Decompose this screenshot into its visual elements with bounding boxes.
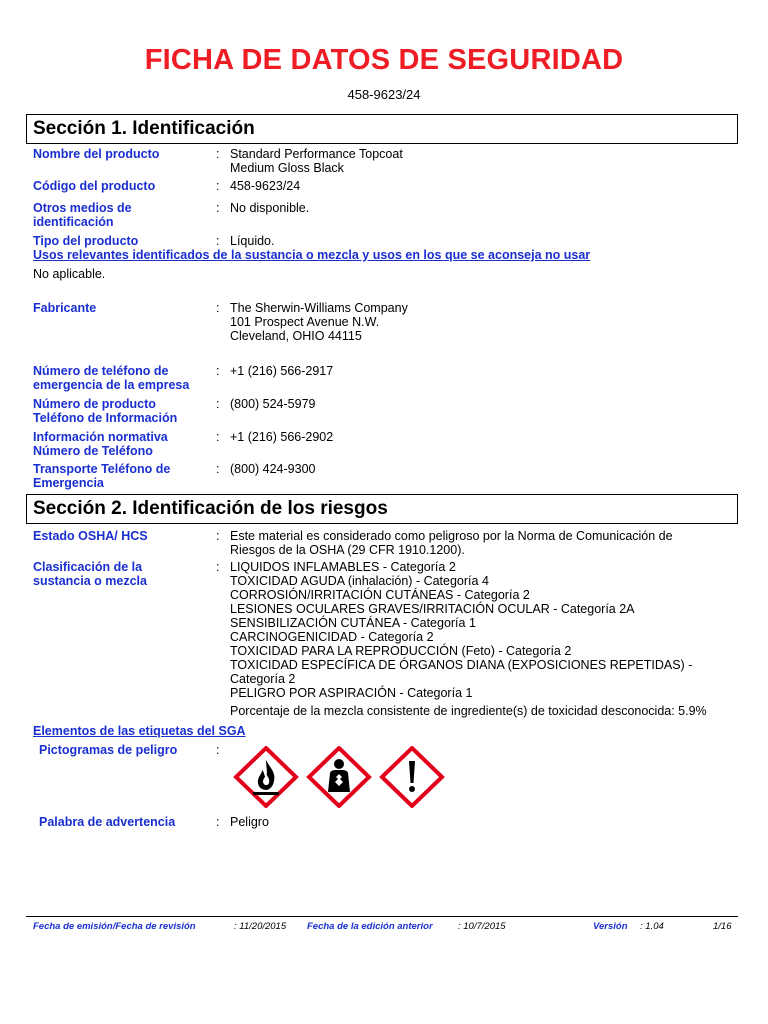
- colon: :: [216, 147, 220, 161]
- manufacturer-value: The Sherwin-Williams Company 101 Prospect Avenue N.W. Cleveland, OHIO 44115: [230, 301, 408, 343]
- health-hazard-pictogram-icon: [306, 746, 372, 808]
- other-id-label: Otros medios de identificación: [33, 201, 132, 229]
- section-2-heading: Sección 2. Identificación de los riesgos: [26, 494, 738, 524]
- signal-word-value: Peligro: [230, 815, 269, 829]
- document-title: FICHA DE DATOS DE SEGURIDAD: [144, 44, 624, 76]
- product-type-label: Tipo del producto: [33, 234, 139, 248]
- colon: :: [216, 234, 220, 248]
- osha-status-value: Este material es considerado como peligroso por la Norma de Comunicación de Riesgos de la OSHA (29 CFR 1910.1200).: [230, 529, 673, 557]
- section-1-heading: Sección 1. Identificación: [26, 114, 738, 144]
- product-code-value: 458-9623/24: [230, 179, 301, 193]
- product-info-phone-value: (800) 524-5979: [230, 397, 316, 411]
- issue-date-label: Fecha de emisión/Fecha de revisión: [33, 921, 196, 932]
- pictograms-label: Pictogramas de peligro: [39, 743, 178, 757]
- version-value: : 1.04: [640, 921, 664, 932]
- page-number: 1/16: [713, 921, 732, 932]
- colon: :: [216, 462, 220, 476]
- product-info-phone-label: Número de producto Teléfono de Información: [33, 397, 178, 425]
- colon: :: [216, 430, 220, 444]
- transport-phone-label: Transporte Teléfono de Emergencia: [33, 462, 171, 490]
- manufacturer-label: Fabricante: [33, 301, 97, 315]
- colon: :: [216, 529, 220, 543]
- product-type-value: Líquido.: [230, 234, 275, 248]
- regulatory-phone-value: +1 (216) 566-2902: [230, 430, 334, 444]
- emergency-phone-value: +1 (216) 566-2917: [230, 364, 334, 378]
- previous-edition-value: : 10/7/2015: [458, 921, 506, 932]
- classification-label: Clasificación de la sustancia o mezcla: [33, 560, 147, 588]
- version-label: Versión: [593, 921, 628, 932]
- classification-list: LIQUIDOS INFLAMABLES - Categoría 2 TOXICIDAD AGUDA (inhalación) - Categoría 4 CORROSIÓN/IRRITACIÓN CUTÁNEAS - Categoría 2 LESIONES OCULARES GRAVES/IRRITACIÓN OCULAR - Categoría 2A SENSIBILIZACIÓN CUTÁNEA - Categoría 1 CARCINOGENICIDAD - Categoría 2 TOXICIDAD PARA LA REPRODUCCIÓN (Feto) - Categoría 2 TOXICIDAD ESPECÍFICA DE ÓRGANOS DIANA (EXPOSICIONES REPETIDAS) - Categoría 2 PELIGRO POR ASPIRACIÓN - Categoría 1: [230, 560, 693, 700]
- signal-word-label: Palabra de advertencia: [39, 815, 176, 829]
- osha-status-label: Estado OSHA/ HCS: [33, 529, 148, 543]
- colon: :: [216, 560, 220, 574]
- exclamation-pictogram-icon: [379, 746, 445, 808]
- unknown-toxicity-note: Porcentaje de la mezcla consistente de ingrediente(s) de toxicidad desconocida: 5.9%: [230, 704, 707, 718]
- flame-pictogram-icon: [233, 746, 299, 808]
- colon: :: [216, 397, 220, 411]
- colon: :: [216, 201, 220, 215]
- colon: :: [216, 364, 220, 378]
- relevant-uses-value: No aplicable.: [33, 267, 106, 281]
- colon: :: [216, 743, 220, 757]
- other-id-value: No disponible.: [230, 201, 310, 215]
- colon: :: [216, 301, 220, 315]
- colon: :: [216, 179, 220, 193]
- regulatory-phone-label: Información normativa Número de Teléfono: [33, 430, 168, 458]
- issue-date-value: : 11/20/2015: [234, 921, 287, 932]
- relevant-uses-link[interactable]: Usos relevantes identificados de la sustancia o mezcla y usos en los que se aconseja no usar: [33, 248, 591, 262]
- document-number: 458-9623/24: [347, 87, 421, 102]
- product-name-value: Standard Performance Topcoat Medium Gloss Black: [230, 147, 403, 175]
- product-name-label: Nombre del producto: [33, 147, 160, 161]
- transport-phone-value: (800) 424-9300: [230, 462, 316, 476]
- product-code-label: Código del producto: [33, 179, 156, 193]
- emergency-phone-label: Número de teléfono de emergencia de la empresa: [33, 364, 190, 392]
- colon: :: [216, 815, 220, 829]
- footer-divider: [26, 916, 738, 917]
- ghs-label-elements-link[interactable]: Elementos de las etiquetas del SGA: [33, 724, 246, 738]
- previous-edition-label: Fecha de la edición anterior: [307, 921, 433, 932]
